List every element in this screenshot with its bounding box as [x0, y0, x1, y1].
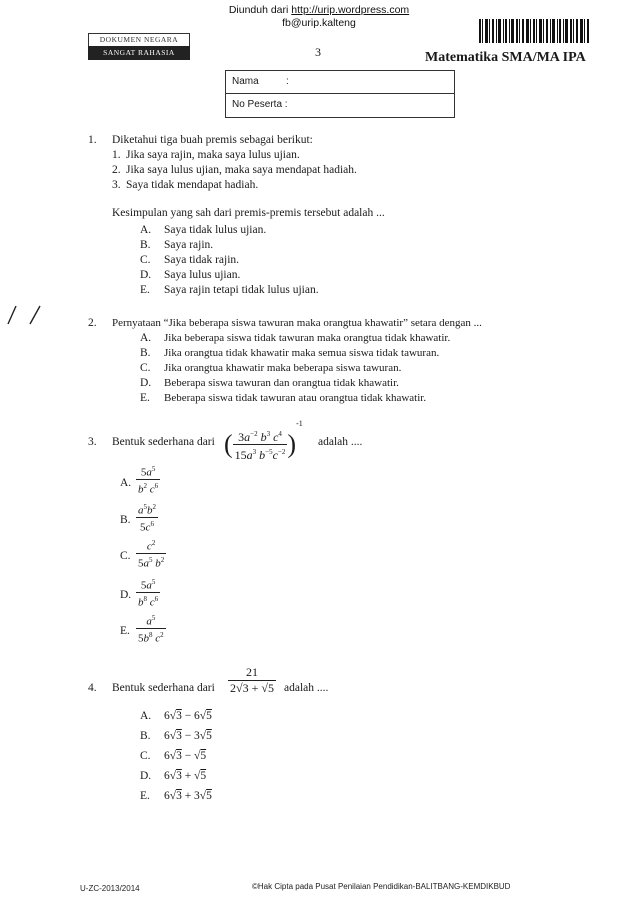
- name-colon: :: [286, 76, 289, 87]
- q2-opt-d: Beberapa siswa tawuran dan orangtua tidak khawatir.: [164, 377, 399, 389]
- q4-opt-c-letter: C.: [140, 750, 151, 762]
- q1-opt-e: Saya rajin tetapi tidak lulus ujian.: [164, 284, 319, 296]
- q4-opt-a: 6√3 − 6√5: [164, 710, 212, 722]
- q4-opt-b-letter: B.: [140, 730, 151, 742]
- name-label: Nama: [232, 76, 259, 87]
- q2-opt-d-letter: D.: [140, 377, 152, 389]
- q3-opt-b: [136, 501, 158, 533]
- q3-opt-d-letter: D.: [120, 589, 132, 601]
- name-row[interactable]: [226, 71, 454, 93]
- q4-numerator: 21: [245, 665, 258, 679]
- q4-opt-d-letter: D.: [140, 770, 152, 782]
- q1-opt-b: Saya rajin.: [164, 239, 214, 251]
- q2-opt-a-letter: A.: [140, 332, 152, 344]
- q3-opt-d: [136, 576, 160, 608]
- number-row[interactable]: [226, 93, 454, 115]
- q3-opt-e: [136, 612, 166, 644]
- q2-opt-a: Jika beberapa siswa tidak tawuran maka orangtua tidak khawatir.: [164, 332, 451, 344]
- footer-copyright: ©Hak Cipta pada Pusat Penilaian Pendidikan-BALITBANG-KEMDIKBUD: [252, 882, 511, 891]
- q1-opt-b-letter: B.: [140, 239, 151, 251]
- q3-opt-c: [136, 537, 166, 569]
- q2-number: 2.: [88, 317, 97, 329]
- q3-opt-a-fraction: $\frac{5a^5}{b^2 c^6}$: [138, 465, 159, 496]
- q3-opt-b-fraction: $\frac{a^5b^2}{5c^6}$: [138, 503, 156, 534]
- q1-premise-3-num: 3.: [112, 179, 121, 191]
- q2-opt-c-letter: C.: [140, 362, 151, 374]
- q4-opt-a-letter: A.: [140, 710, 152, 722]
- q3-outer-exponent: -1: [296, 419, 303, 428]
- footer-code: U-ZC-2013/2014: [80, 884, 140, 893]
- page-number: 3: [315, 45, 321, 59]
- secret-label: SANGAT RAHASIA: [88, 46, 190, 60]
- q4-opt-d: 6√3 + √5: [164, 770, 207, 782]
- q3-prefix: Bentuk sederhana dari: [112, 436, 215, 448]
- q1-premise-1-num: 1.: [112, 149, 121, 161]
- q4-opt-e: 6√3 + 3√5: [164, 790, 212, 802]
- q2-opt-b: Jika orangtua tidak khawatir maka semua siswa tidak tawuran.: [164, 347, 440, 359]
- source-line: [0, 4, 638, 16]
- source-prefix: Diunduh dari: [228, 4, 292, 16]
- subject-title: Matematika SMA/MA IPA: [425, 50, 586, 65]
- q4-denominator: 2√3 + √5: [230, 681, 274, 695]
- q3-denominator: $15a^3$ $b^{-5}c^{-2}$: [233, 444, 288, 462]
- q1-premise-2: Jika saya lulus ujian, maka saya mendapat hadiah.: [126, 164, 357, 176]
- q1-opt-e-letter: E.: [140, 284, 150, 296]
- q1-number: 1.: [88, 134, 97, 146]
- q4-opt-b: 6√3 − 3√5: [164, 730, 212, 742]
- q1-opt-a-letter: A.: [140, 224, 152, 236]
- q1-premise-3: Saya tidak mendapat hadiah.: [126, 179, 259, 191]
- q3-expression: [224, 419, 303, 462]
- q1-opt-c: Saya tidak rajin.: [164, 254, 240, 266]
- q4-opt-c: 6√3 − √5: [164, 750, 207, 762]
- barcode-image: [478, 18, 591, 44]
- q1-opt-d-letter: D.: [140, 269, 152, 281]
- q4-prefix: Bentuk sederhana dari: [112, 682, 215, 694]
- q1-premise-1: Jika saya rajin, maka saya lulus ujian.: [126, 149, 300, 161]
- q1-premise-2-num: 2.: [112, 164, 121, 176]
- q1-opt-a: Saya tidak lulus ujian.: [164, 224, 267, 236]
- source-fb: fb@urip.kalteng: [282, 17, 356, 29]
- q3-opt-c-letter: C.: [120, 550, 131, 562]
- q3-right-paren: ): [287, 429, 297, 459]
- q3-opt-a-letter: A.: [120, 477, 132, 489]
- q4-opt-e-letter: E.: [140, 790, 150, 802]
- q2-question: Pernyataan “Jika beberapa siswa tawuran maka orangtua khawatir” setara dengan ...: [112, 317, 482, 329]
- pen-mark: [0, 300, 70, 330]
- q1-intro: Diketahui tiga buah premis sebagai berikut:: [112, 134, 313, 146]
- q4-number: 4.: [88, 682, 97, 694]
- q4-fraction: [228, 665, 276, 696]
- q3-number: 3.: [88, 436, 97, 448]
- q1-opt-d: Saya lulus ujian.: [164, 269, 241, 281]
- q3-opt-d-fraction: $\frac{5a^5}{b^8 c^6}$: [138, 578, 159, 609]
- source-link[interactable]: http://urip.wordpress.com: [291, 4, 410, 16]
- q4-suffix: adalah ....: [284, 682, 329, 694]
- q3-opt-c-fraction: $\frac{c^2}{5a^5 b^2}$: [138, 539, 165, 570]
- doc-label: DOKUMEN NEGARA: [88, 33, 190, 47]
- q3-opt-b-letter: B.: [120, 514, 131, 526]
- q1-question: Kesimpulan yang sah dari premis-premis tersebut adalah ...: [112, 207, 385, 219]
- q3-suffix: adalah ....: [318, 436, 363, 448]
- id-box: [225, 70, 455, 118]
- q2-opt-c: Jika orangtua khawatir maka beberapa siswa tawuran.: [164, 362, 402, 374]
- q2-opt-e: Beberapa siswa tidak tawuran atau orangtua tidak khawatir.: [164, 392, 427, 404]
- q3-fraction: [233, 427, 288, 462]
- q3-opt-a: [136, 463, 160, 495]
- q2-opt-e-letter: E.: [140, 392, 150, 404]
- q3-opt-e-fraction: $\frac{a^5}{5b^8 c^2}$: [138, 614, 164, 645]
- q3-numerator: $3a^{-2}$ $b^3$ $c^4$: [238, 429, 282, 444]
- q3-left-paren: (: [224, 429, 233, 459]
- q1-opt-c-letter: C.: [140, 254, 151, 266]
- q4-expression: [228, 665, 276, 696]
- q2-opt-b-letter: B.: [140, 347, 151, 359]
- number-label: No Peserta :: [232, 99, 288, 110]
- q3-opt-e-letter: E.: [120, 625, 130, 637]
